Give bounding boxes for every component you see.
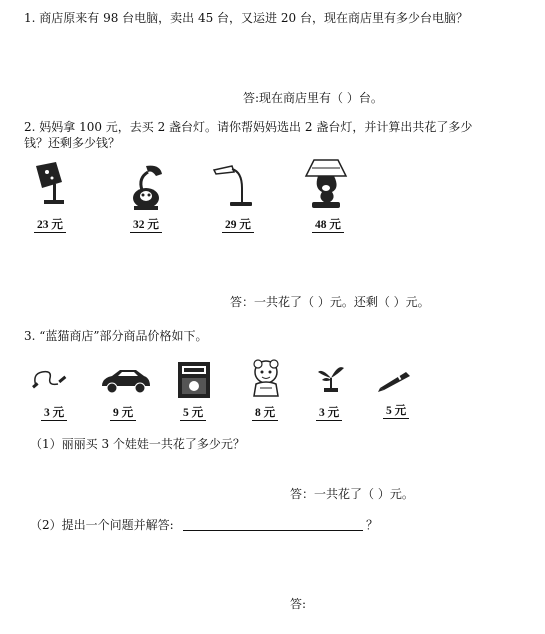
lamp-item-3	[212, 162, 258, 218]
desk-lamp-round-icon	[126, 162, 170, 214]
desk-lamp-arm-icon	[212, 162, 258, 214]
q2-question-line1: 2. 妈妈拿 100 元，去买 2 盏台灯。请你帮妈妈选出 2 盏台灯，并计算出共花了多少	[24, 120, 473, 134]
shop-price-4: 8 元	[252, 404, 278, 420]
shop-price-2: 9 元	[110, 404, 136, 420]
q1-answer: 答:现在商店里有（ ）台。	[243, 91, 383, 105]
q3-final-answer: 答:	[290, 597, 307, 611]
lamp-item-1	[30, 160, 70, 216]
shop-price-3: 5 元	[180, 404, 206, 420]
table-lamp-shade-icon	[304, 158, 348, 216]
answer-blank-line[interactable]	[183, 530, 363, 531]
q3-sub2-end: ？	[366, 518, 379, 532]
pen-icon	[378, 368, 414, 392]
desk-lamp-cone-icon	[30, 160, 70, 212]
shop-item-2	[98, 366, 152, 400]
q3-sub1-question: （1）丽丽买 3 个娃娃一共花了多少元？	[30, 437, 245, 451]
shop-item-6	[378, 368, 414, 396]
toy-car-icon	[98, 366, 152, 396]
lamp-price-3: 29 元	[222, 216, 254, 232]
q1-question: 1. 商店原来有 98 台电脑，卖出 45 台，又运进 20 台，现在商店里有多少台电脑？	[24, 11, 468, 25]
q2-answer: 答：一共花了（ ）元。还剩（ ）元。	[230, 295, 430, 309]
shop-price-5: 3 元	[316, 404, 342, 420]
q3-title: 3. “蓝猫商店”部分商品价格如下。	[24, 329, 208, 343]
shop-item-3	[176, 360, 212, 404]
shop-item-5	[316, 362, 346, 400]
lamp-price-2: 32 元	[130, 216, 162, 232]
lamp-price-1: 23 元	[34, 216, 66, 232]
q2-question-line2: 钱？还剩多少钱？	[24, 136, 121, 150]
q3-sub2-label: （2）提出一个问题并解答:	[30, 518, 174, 532]
jump-rope-icon	[30, 364, 70, 394]
q3-sub1-answer: 答：一共花了（ ）元。	[290, 487, 414, 501]
shop-price-1: 3 元	[41, 404, 67, 420]
shop-item-1	[30, 364, 70, 398]
shop-item-4	[246, 358, 286, 404]
book-icon	[176, 360, 212, 400]
lamp-item-4	[304, 158, 348, 220]
doll-icon	[246, 358, 286, 400]
lamp-item-2	[126, 162, 170, 218]
shop-price-6: 5 元	[383, 402, 409, 418]
lamp-price-4: 48 元	[312, 216, 344, 232]
plant-icon	[316, 362, 346, 396]
